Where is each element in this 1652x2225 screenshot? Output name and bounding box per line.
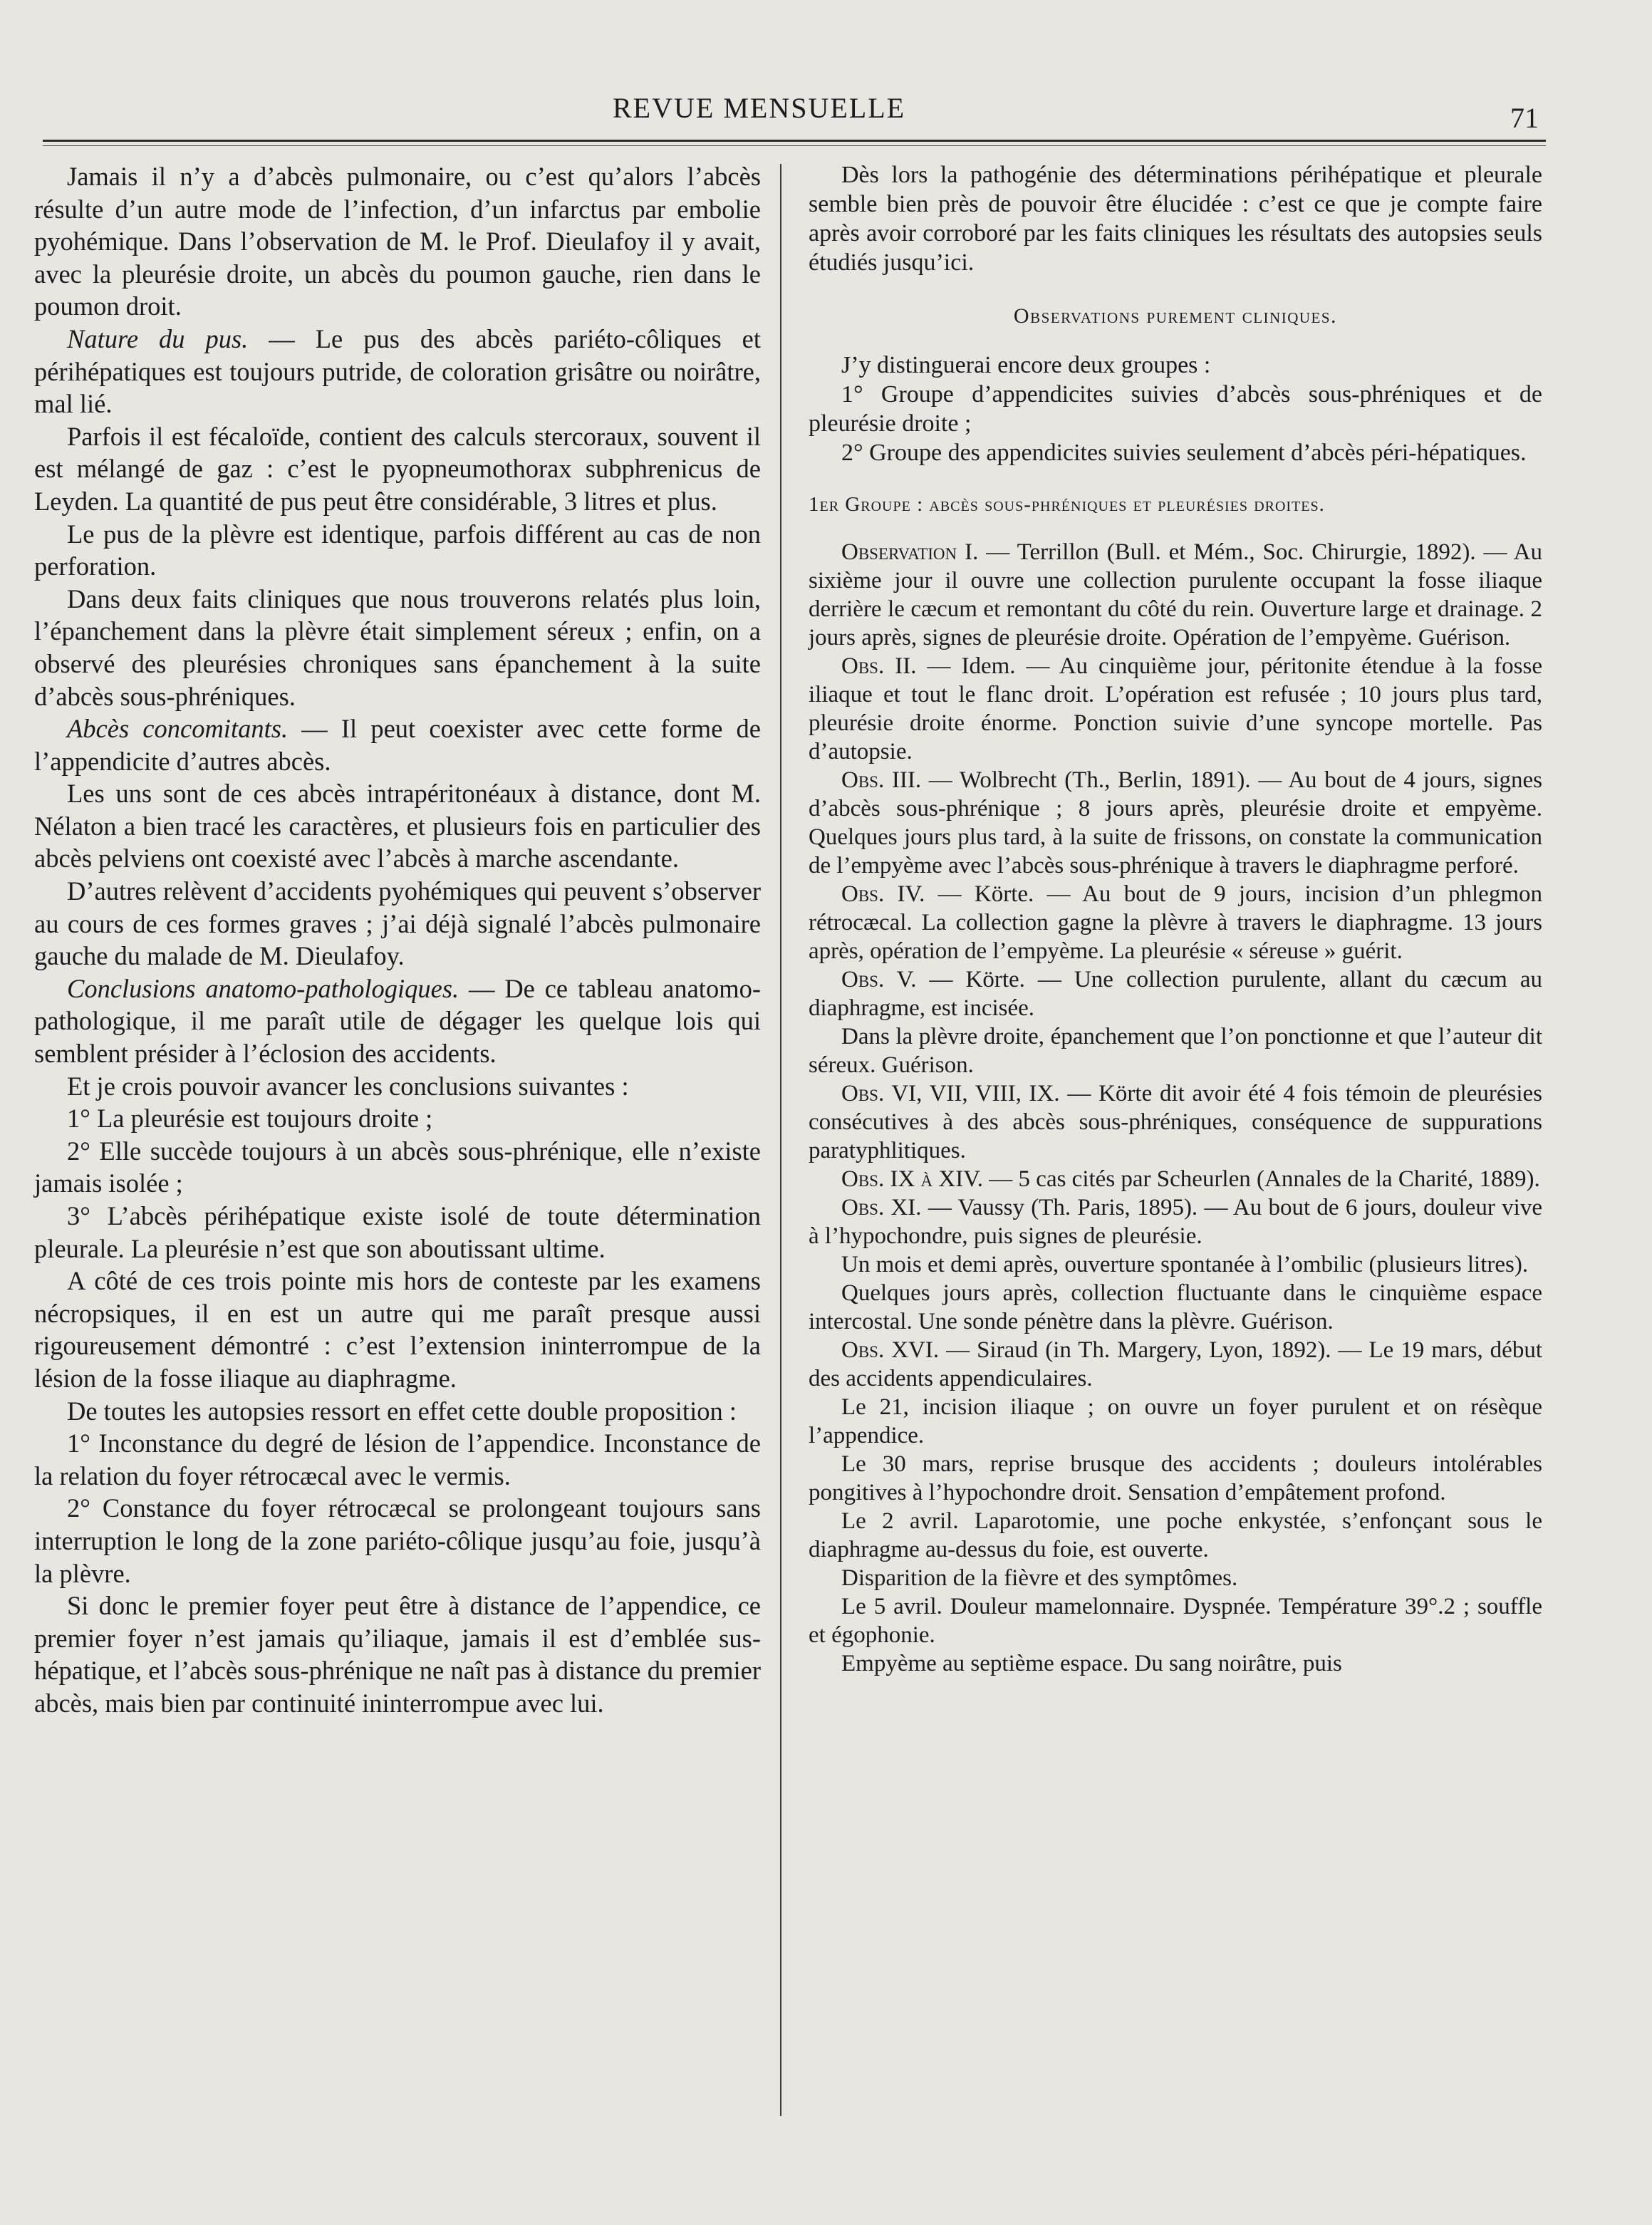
paragraph-text: Et je crois pouvoir avancer les conclusions suivantes :: [67, 1071, 629, 1101]
observation-paragraph: [809, 1165, 1542, 1193]
observation-paragraph: [809, 1649, 1542, 1678]
paragraph: [34, 1427, 761, 1492]
observation-text: Le 5 avril. Douleur mamelonnaire. Dyspnée. Température 39°.2 ; souffle et égophonie.: [809, 1594, 1542, 1648]
observation-text: Quelques jours après, collection fluctuante dans le cinquième espace intercostal. Une sonde pénètre dans la plèvre. Guérison.: [809, 1280, 1542, 1334]
paragraph: [34, 1200, 761, 1265]
paragraph: [34, 1070, 761, 1103]
observation-paragraph: [809, 965, 1542, 1022]
left-column: [34, 160, 761, 1720]
paragraph: [34, 420, 761, 518]
observation-text: Un mois et demi après, ouverture spontanée à l’ombilic (plusieurs litres).: [841, 1252, 1529, 1277]
paragraph-text: 3° L’abcès périhépatique existe isolé de toute détermination pleurale. La pleurésie n’est que son aboutissant ultime.: [34, 1201, 761, 1263]
paragraph-text: D’autres relèvent d’accidents pyohémiques qui peuvent s’observer au cours de ces formes graves ; j’ai déjà signalé l’abcès pulmonaire gauche du malade de M. Dieulafoy.: [34, 876, 761, 971]
observation-paragraph: [809, 880, 1542, 965]
observation-paragraph: [809, 1564, 1542, 1592]
observation-label: Obs. VI, VII, VIII, IX.: [841, 1081, 1060, 1106]
observation-text: Dans la plèvre droite, épanchement que l’on ponctionne et que l’auteur dit séreux. Guérison.: [809, 1024, 1542, 1078]
observation-paragraph: [809, 1507, 1542, 1564]
paragraph-lead: Conclusions anatomo-pathologiques.: [67, 973, 459, 1003]
observation-text: — Siraud (in Th. Margery, Lyon, 1892). — Le 19 mars, début des accidents appendiculaires.: [809, 1337, 1542, 1391]
observation-text: Disparition de la fièvre et des symptômes.: [841, 1565, 1238, 1591]
section-heading: Observations purement cliniques.: [1013, 304, 1338, 328]
column-divider: [780, 164, 781, 2116]
paragraph-lead: Nature du pus.: [67, 323, 249, 353]
observation-paragraph: [809, 766, 1542, 880]
group-two-description: 2° Groupe des appendicites suivies seulement d’abcès péri-hépatiques.: [841, 440, 1527, 466]
paragraph: [34, 518, 761, 583]
paragraph-text: — De ce tableau anatomo-pathologique, il me paraît utile de dégager les quelque lois qui semblent présider à l’éclosion des accidents.: [34, 973, 761, 1069]
paragraph: [34, 777, 761, 875]
paragraph-text: Les uns sont de ces abcès intrapéritonéaux à distance, dont M. Nélaton a bien tracé les caractères, et plusieurs fois en particulier des abcès pelviens ont coexisté avec l’abcès à marche ascendante.: [34, 779, 761, 873]
paragraph-text: 2° Constance du foyer rétrocæcal se prolongeant toujours sans interruption le long de la zone pariéto-côlique jusqu’au foie, jusqu’à la plèvre.: [34, 1493, 761, 1588]
paragraph: [34, 712, 761, 777]
paragraph-text: 2° Elle succède toujours à un abcès sous-phrénique, elle n’existe jamais isolée ;: [34, 1136, 761, 1198]
paragraph: [34, 1265, 761, 1394]
observation-text: Le 21, incision iliaque ; on ouvre un foyer purulent et on résèque l’appendice.: [809, 1394, 1542, 1448]
group-one-description: 1° Groupe d’appendicites suivies d’abcès sous-phréniques et de pleurésie droite ;: [809, 381, 1542, 437]
observation-text: — Idem. — Au cinquième jour, péritonite étendue à la fosse iliaque et tout le flanc droit. L’opération est refusée ; 10 jours plus tard, pleurésie droite énorme. Ponction suivie d’une syncope mortelle. Pas d’autopsie.: [809, 653, 1542, 764]
observation-text: — Vaussy (Th. Paris, 1895). — Au bout de 6 jours, douleur vive à l’hypochondre, puis signes de pleurésie.: [809, 1195, 1542, 1249]
observation-text: Le 2 avril. Laparotomie, une poche enkystée, s’enfonçant sous le diaphragme au-dessus du foie, est ouverte.: [809, 1508, 1542, 1562]
observation-paragraph: [809, 1336, 1542, 1393]
paragraph-text: — Il peut coexister avec cette forme de l’appendicite d’autres abcès.: [34, 714, 762, 776]
page-number: 71: [1510, 102, 1539, 134]
observation-text: Empyème au septième espace. Du sang noirâtre, puis: [841, 1651, 1342, 1676]
observation-paragraph: [809, 1450, 1542, 1507]
observation-paragraph: [809, 1393, 1542, 1450]
paragraph: [34, 323, 761, 420]
paragraph-text: 1° Inconstance du degré de lésion de l’appendice. Inconstance de la relation du foyer rétrocæcal avec le vermis.: [34, 1428, 761, 1490]
groups-intro-line: J’y distinguerai encore deux groupes :: [841, 352, 1211, 378]
paragraph: [34, 1492, 761, 1589]
observation-paragraph: [809, 1079, 1542, 1165]
observation-paragraph: [809, 1250, 1542, 1279]
observation-paragraph: [809, 1592, 1542, 1649]
paragraph-text: — Le pus des abcès pariéto-côliques et périhépatiques est toujours putride, de coloration grisâtre ou noirâtre, mal lié.: [34, 323, 761, 419]
paragraph: [34, 160, 761, 323]
running-title: REVUE MENSUELLE: [613, 92, 906, 124]
observation-label: Observation I.: [841, 539, 979, 565]
paragraph: [34, 973, 761, 1070]
paragraph-text: 1° La pleurésie est toujours droite ;: [67, 1104, 433, 1134]
observation-text: — Terrillon (Bull. et Mém., Soc. Chirurgie, 1892). — Au sixième jour il ouvre une collection purulente occupant la fosse iliaque derrière le cæcum et remontant du côté du rein. Ouverture large et drainage. 2 jours après, signes de pleurésie droite. Opération de l’empyème. Guérison.: [809, 539, 1542, 650]
paragraph-text: A côté de ces trois pointe mis hors de conteste par les examens nécropsiques, il en est un autre qui me paraît presque aussi rigoureusement démontré : c’est l’extension ininterrompue de la lésion de la fosse iliaque au diaphragme.: [34, 1266, 761, 1393]
paragraph: [34, 1135, 761, 1200]
observation-label: Obs. V.: [841, 967, 917, 992]
observation-paragraph: [809, 1279, 1542, 1336]
paragraph: [34, 1395, 761, 1428]
observations-list: [809, 538, 1542, 1678]
observation-text: Le 30 mars, reprise brusque des accidents ; douleurs intolérables pongitives à l’hypochondre droit. Sensation d’empâtement profond.: [809, 1451, 1542, 1505]
header-rule: [43, 140, 1546, 142]
observation-label: Obs. IV.: [841, 881, 925, 907]
paragraph: [34, 1102, 761, 1135]
observation-text: — 5 cas cités par Scheurlen (Annales de la Charité, 1889).: [983, 1166, 1540, 1192]
observation-label: Obs. XVI.: [841, 1337, 940, 1363]
group-heading: 1er Groupe : abcès sous-phréniques et pleurésies droites.: [809, 493, 1325, 516]
observation-label: Obs. IX à XIV.: [841, 1166, 984, 1192]
observation-label: Obs. III.: [841, 767, 922, 793]
paragraph-text: De toutes les autopsies ressort en effet cette double proposition :: [67, 1396, 737, 1426]
observation-label: Obs. II.: [841, 653, 917, 679]
observation-label: Obs. XI.: [841, 1195, 922, 1220]
observation-paragraph: [809, 1022, 1542, 1079]
page-header: [28, 84, 1546, 141]
paragraph-text: Le pus de la plèvre est identique, parfois différent au cas de non perforation.: [34, 519, 761, 581]
paragraph-text: Si donc le premier foyer peut être à distance de l’appendice, ce premier foyer n’est jamais qu’iliaque, jamais il est d’emblée sus-hépatique, et l’abcès sous-phrénique ne naît pas à distance du premier abcès, mais bien par continuité ininterrompue avec lui.: [34, 1591, 761, 1718]
paragraph-text: Parfois il est fécaloïde, contient des calculs stercoraux, souvent il est mélangé de gaz : c’est le pyopneumothorax subphrenicus de Leyden. La quantité de pus peut être considérable, 3 litres et plus.: [34, 421, 761, 516]
paragraph: [34, 875, 761, 973]
header-rule-thin: [43, 145, 1546, 146]
paragraph-text: Dans deux faits cliniques que nous trouverons relatés plus loin, l’épanchement dans la plèvre était simplement séreux ; enfin, on a observé des pleurésies chroniques sans épanchement à la suite d’abcès sous-phréniques.: [34, 584, 761, 711]
paragraph-lead: Abcès concomitants.: [67, 714, 289, 744]
paragraph: [34, 1589, 761, 1719]
observation-paragraph: [809, 1193, 1542, 1250]
right-intro-paragraph: Dès lors la pathogénie des déterminations périhépatique et pleurale semble bien près de pouvoir être élucidée : c’est ce que je compte faire après avoir corroboré par les faits cliniques les résultats des autopsies seuls étudiés jusqu’ici.: [809, 162, 1542, 276]
observation-text: — Körte dit avoir été 4 fois témoin de pleurésies consécutives à des abcès sous-phréniques, conséquence de suppurations paratyphlitiques.: [809, 1081, 1542, 1163]
right-column: [809, 160, 1542, 1678]
observation-text: — Wolbrecht (Th., Berlin, 1891). — Au bout de 4 jours, signes d’abcès sous-phrénique ; 8 jours après, pleurésie droite et empyème. Quelques jours plus tard, à la suite de frissons, on constate la communication de l’empyème avec l’abcès sous-phrénique à travers le diaphragme perforé.: [809, 767, 1542, 878]
observation-text: — Körte. — Une collection purulente, allant du cæcum au diaphragme, est incisée.: [809, 967, 1542, 1021]
paragraph: [34, 583, 761, 712]
observation-paragraph: [809, 652, 1542, 766]
observation-paragraph: [809, 538, 1542, 652]
observation-text: — Körte. — Au bout de 9 jours, incision d’un phlegmon rétrocæcal. La collection gagne la plèvre à travers le diaphragme. 13 jours après, opération de l’empyème. La pleurésie « séreuse » guérit.: [809, 881, 1542, 964]
paragraph-text: Jamais il n’y a d’abcès pulmonaire, ou c’est qu’alors l’abcès résulte d’un autre mode de l’infection, d’un infarctus par embolie pyohémique. Dans l’observation de M. le Prof. Dieulafoy il y avait, avec la pleurésie droite, un abcès du poumon gauche, rien dans le poumon droit.: [34, 162, 761, 321]
